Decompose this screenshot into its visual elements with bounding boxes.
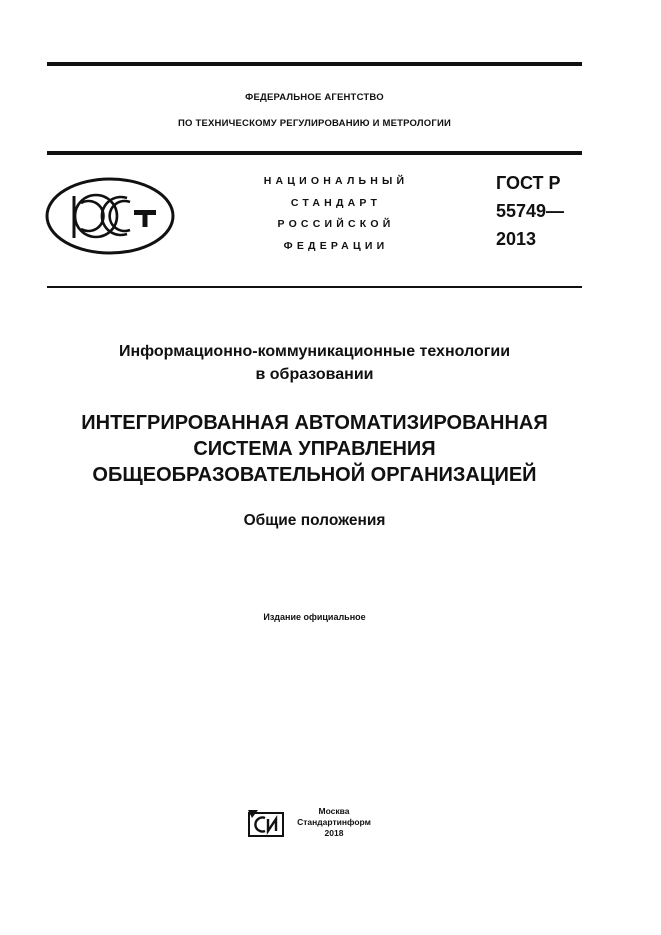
- national-standard-line-2: СТАНДАРТ: [290, 196, 382, 209]
- national-standard-line-4: ФЕДЕРАЦИИ: [283, 239, 389, 252]
- title-line-1: ИНТЕГРИРОВАННАЯ АВТОМАТИЗИРОВАННАЯ: [81, 412, 548, 434]
- rst-logo-icon: [44, 176, 176, 256]
- document-subtitle: [47, 340, 582, 386]
- national-standard-line-1: НАЦИОНАЛЬНЫЙ: [263, 175, 409, 187]
- top-rule: [47, 62, 582, 66]
- official-edition: Издание официальное: [263, 612, 366, 622]
- agency-line-1: ФЕДЕРАЛЬНОЕ АГЕНТСТВО: [245, 92, 384, 103]
- gost-line-2: 55749—: [496, 201, 565, 221]
- standartinform-logo-icon: [248, 810, 286, 838]
- subtitle-line-1: Информационно-коммуникационные технологии: [118, 343, 511, 360]
- general-provisions: Общие положения: [243, 512, 386, 529]
- header-rule: [47, 151, 582, 155]
- publisher-info: [292, 806, 376, 839]
- title-line-3: ОБЩЕОБРАЗОВАТЕЛЬНОЙ ОРГАНИЗАЦИЕЙ: [92, 464, 537, 486]
- gost-line-3: 2013: [496, 229, 537, 249]
- publisher-year: 2018: [324, 828, 344, 838]
- publisher-city: Москва: [318, 806, 350, 816]
- national-standard-label: [236, 171, 436, 257]
- publisher-name: Стандартинформ: [297, 817, 371, 827]
- subtitle-line-2: в образовании: [255, 366, 374, 383]
- national-standard-line-3: РОССИЙСКОЙ: [277, 218, 395, 230]
- document-title: [30, 410, 599, 488]
- gost-line-1: ГОСТ Р: [496, 173, 561, 193]
- header-bottom-rule: [47, 286, 582, 288]
- title-line-2: СИСТЕМА УПРАВЛЕНИЯ: [193, 438, 436, 460]
- agency-line-2: ПО ТЕХНИЧЕСКОМУ РЕГУЛИРОВАНИЮ И МЕТРОЛОГИИ: [178, 118, 451, 129]
- gost-designation: [496, 169, 596, 253]
